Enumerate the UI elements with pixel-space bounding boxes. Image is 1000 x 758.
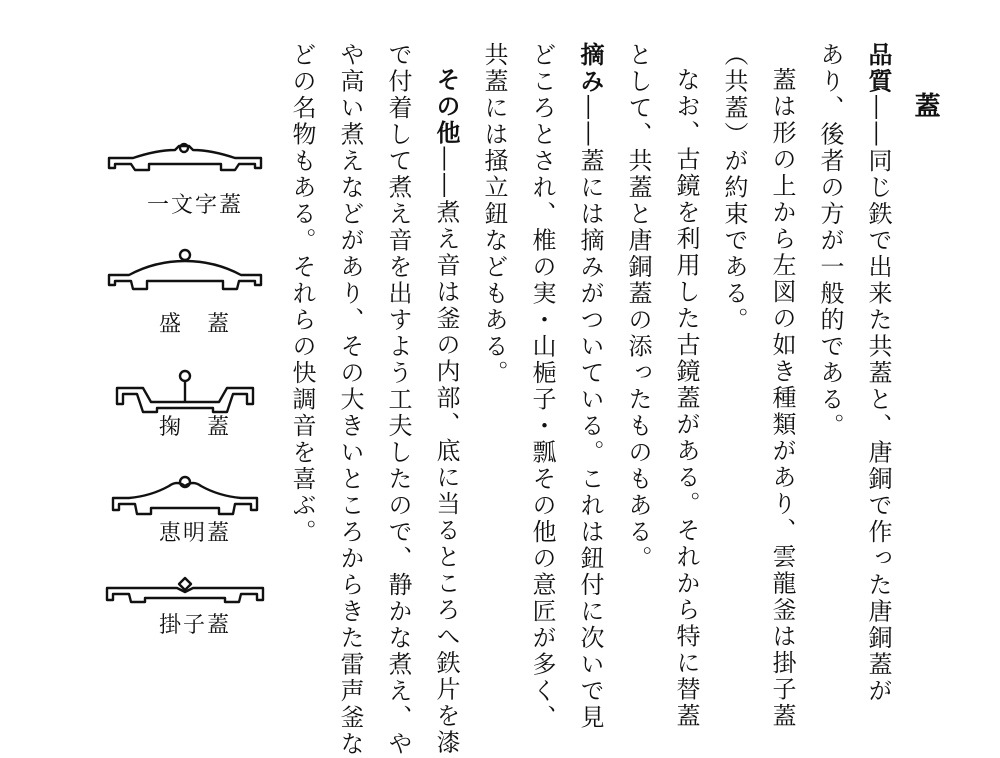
text-column-1 (866, 42, 890, 705)
figure-sukui (95, 368, 295, 440)
column-text: （共蓋）が約束である。 (720, 42, 748, 334)
ichimonji-lid-icon (95, 140, 275, 180)
column-bold-prefix: その他 (432, 67, 460, 147)
column-text: ――同じ鉄で出来た共蓋と、唐銅で作った唐銅蓋が (864, 95, 892, 705)
text-column-2 (818, 42, 842, 440)
text-column-12 (338, 42, 362, 758)
text-column-9 (482, 42, 506, 387)
lid-figures (95, 130, 295, 650)
mori-lid-icon (95, 245, 275, 297)
text-column-5 (674, 67, 698, 730)
keimei-lid-icon (95, 470, 275, 522)
column-text: どの名物もある。それらの快調音を喜ぶ。 (288, 42, 316, 546)
column-bold-prefix: 品質 (864, 42, 892, 95)
column-text: どころとされ、椎の実・山梔子・瓢その他の意匠が多く、 (528, 42, 556, 731)
text-column-10 (434, 67, 458, 756)
figure-label: 恵明蓋 (158, 521, 231, 546)
column-text: や高い煮えなどがあり、その大きいところからきた雷声釜な (336, 42, 364, 758)
figure-label: 盛 蓋 (158, 312, 231, 337)
column-text: なお、古鏡を利用した古鏡蓋がある。それから特に替蓋 (672, 67, 700, 730)
section-heading: 蓋 (910, 92, 940, 121)
text-column-6 (626, 42, 650, 572)
figure-keimei (95, 470, 295, 546)
column-text: で付着して煮え音を出すよう工夫したので、静かな煮え、や (384, 42, 412, 758)
text-column-11 (386, 42, 410, 758)
figure-label: 一文字蓋 (146, 193, 243, 218)
column-text: 蓋は形の上から左図の如き種類があり、雲龍釜は掛子蓋 (768, 67, 796, 730)
text-column-7 (578, 42, 602, 731)
text-column-4 (722, 42, 746, 334)
text-column-3 (770, 67, 794, 730)
column-bold-prefix: 摘み (576, 42, 604, 95)
column-text: ――蓋には摘みがついている。これは鈕付に次いで見 (576, 95, 604, 731)
figure-ichimonji (95, 140, 295, 218)
figure-label: 掬 蓋 (158, 415, 231, 440)
column-text: あり、後者の方が一般的である。 (816, 42, 844, 440)
column-text: 共蓋には掻立鈕などもある。 (480, 42, 508, 387)
figure-label: 掛子蓋 (158, 613, 231, 638)
column-text: ――煮え音は釜の内部、底に当るところへ鉄片を漆 (432, 146, 460, 756)
figure-mori (95, 245, 295, 337)
figure-kakego (95, 570, 295, 638)
column-text: として、共蓋と唐銅蓋の添ったものもある。 (624, 42, 652, 572)
text-column-8 (530, 42, 554, 731)
kakego-lid-icon (95, 570, 275, 610)
